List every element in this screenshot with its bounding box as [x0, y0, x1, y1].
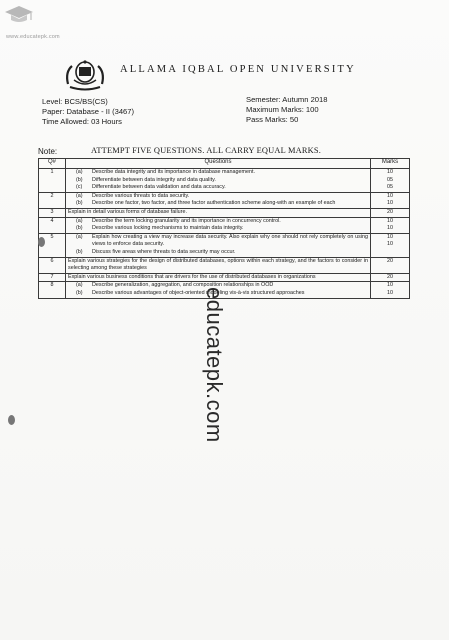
note-label: Note:	[38, 147, 58, 156]
part-text: Describe one factor, two factor, and three factor authentication scheme along-with an example of each	[92, 200, 336, 207]
part-label: (b)	[76, 176, 83, 183]
header-marks: Marks	[371, 159, 410, 169]
question-number: 7	[39, 273, 66, 282]
question-marks-cell	[371, 208, 410, 217]
question-marks-cell	[371, 192, 410, 208]
part-text: Explain in detail various forms of database failure.	[68, 208, 187, 215]
question-text-cell	[66, 208, 371, 217]
question-text-cell	[66, 169, 371, 193]
part-marks: 10	[387, 282, 393, 289]
part-text: Explain how creating a view may increase data security. Also explain why one should not rely completely on using views to enforce data security.	[92, 233, 368, 248]
part-label: (b)	[76, 289, 83, 296]
header-questions: Questions	[66, 159, 371, 169]
exam-info-left	[42, 97, 134, 127]
question-text-cell	[66, 217, 371, 233]
university-name: ALLAMA IQBAL OPEN UNIVERSITY	[120, 64, 356, 75]
part-marks: 10	[387, 192, 393, 199]
question-number: 3	[39, 208, 66, 217]
part-marks: 10	[387, 169, 393, 175]
question-row	[39, 217, 410, 233]
question-part	[68, 258, 368, 273]
part-label: (a)	[76, 282, 83, 289]
part-marks: 20	[387, 273, 393, 280]
part-marks: 10	[387, 289, 393, 296]
question-marks-cell	[371, 233, 410, 257]
part-label: (b)	[76, 200, 83, 207]
part-label: (a)	[76, 217, 83, 224]
part-marks: 10	[387, 241, 393, 248]
question-text-cell	[66, 257, 371, 273]
exam-info-right	[246, 95, 327, 125]
part-marks: 10	[387, 233, 393, 240]
pass-marks-text: Pass Marks: 50	[246, 115, 299, 124]
part-text: Describe the term locking granularity and its importance in concurrency control.	[92, 217, 281, 224]
question-text-cell	[66, 233, 371, 257]
semester-text: Semester: Autumn 2018	[246, 95, 328, 104]
question-part	[68, 169, 368, 177]
part-text: Describe various locking mechanisms to maintain data integrity.	[92, 225, 244, 232]
question-part	[68, 218, 368, 226]
question-text-cell	[66, 273, 371, 282]
part-label: (a)	[76, 169, 83, 175]
question-part	[68, 177, 368, 185]
punch-hole	[8, 415, 15, 425]
question-row	[39, 233, 410, 257]
part-text: Differentiate between data validation and data accuracy.	[92, 184, 226, 191]
question-row	[39, 192, 410, 208]
part-text: Describe various advantages of object-oriented modeling vis-à-vis structured approaches	[92, 289, 305, 296]
question-number: 8	[39, 282, 66, 298]
part-label: (b)	[76, 225, 83, 232]
part-marks: 10	[387, 200, 393, 207]
questions-table-body	[39, 169, 410, 299]
graduation-cap-icon	[4, 4, 34, 24]
question-number: 4	[39, 217, 66, 233]
part-label: (a)	[76, 192, 83, 199]
part-marks: 10	[387, 217, 393, 224]
question-marks-cell	[371, 273, 410, 282]
question-marks-cell	[371, 217, 410, 233]
question-part	[68, 234, 368, 249]
question-row	[39, 257, 410, 273]
question-row	[39, 273, 410, 282]
question-part	[68, 209, 368, 217]
part-text: Discuss five areas where threats to data security may occur.	[92, 248, 236, 255]
time-allowed-text: Time Allowed: 03 Hours	[42, 117, 122, 126]
part-text: Describe data integrity and its importance in database management.	[92, 169, 256, 175]
question-marks-cell	[371, 282, 410, 298]
question-part	[68, 193, 368, 201]
paper-text: Paper: Database - II (3467)	[42, 107, 135, 116]
max-marks-text: Maximum Marks: 100	[246, 105, 319, 114]
part-label: (a)	[76, 233, 83, 240]
header-question-number: Q#	[39, 159, 66, 169]
site-url[interactable]: www.educatepk.com	[6, 34, 60, 40]
part-text: Explain various business conditions that are drivers for the use of distributed databases in organizations	[68, 273, 316, 280]
part-text: Explain various strategies for the design of distributed databases, options within each strategy, and the factors to consider in selecting among these strategies	[68, 257, 368, 272]
part-marks: 20	[387, 257, 393, 264]
question-number: 2	[39, 192, 66, 208]
part-marks: 05	[387, 176, 393, 183]
part-text: Differentiate between data integrity and data quality.	[92, 176, 216, 183]
table-header-row	[39, 159, 410, 169]
question-part	[68, 200, 368, 208]
part-marks: 05	[387, 184, 393, 191]
punch-hole	[38, 237, 45, 247]
watermark-text: educatepk.com	[202, 287, 227, 443]
level-text: Level: BCS/BS(CS)	[42, 97, 108, 106]
question-row	[39, 208, 410, 217]
university-seal-logo	[62, 58, 108, 92]
part-marks: 20	[387, 208, 393, 215]
question-part	[68, 249, 368, 257]
part-marks: 10	[387, 225, 393, 232]
part-label: (b)	[76, 248, 83, 255]
question-row	[39, 169, 410, 193]
question-part	[68, 184, 368, 192]
question-part	[68, 225, 368, 233]
questions-table	[38, 158, 410, 299]
part-label: (c)	[76, 184, 83, 191]
instruction-text: ATTEMPT FIVE QUESTIONS. ALL CARRY EQUAL MARKS.	[91, 146, 322, 155]
question-number: 1	[39, 169, 66, 193]
question-part	[68, 274, 368, 282]
question-number: 5	[39, 233, 66, 257]
part-text: Describe various threats to data security.	[92, 192, 190, 199]
question-marks-cell	[371, 257, 410, 273]
question-marks-cell	[371, 169, 410, 193]
question-text-cell	[66, 192, 371, 208]
question-number: 6	[39, 257, 66, 273]
part-text: Describe generalization, aggregation, and composition relationships in OOD	[92, 282, 274, 289]
watermark	[203, 287, 233, 447]
